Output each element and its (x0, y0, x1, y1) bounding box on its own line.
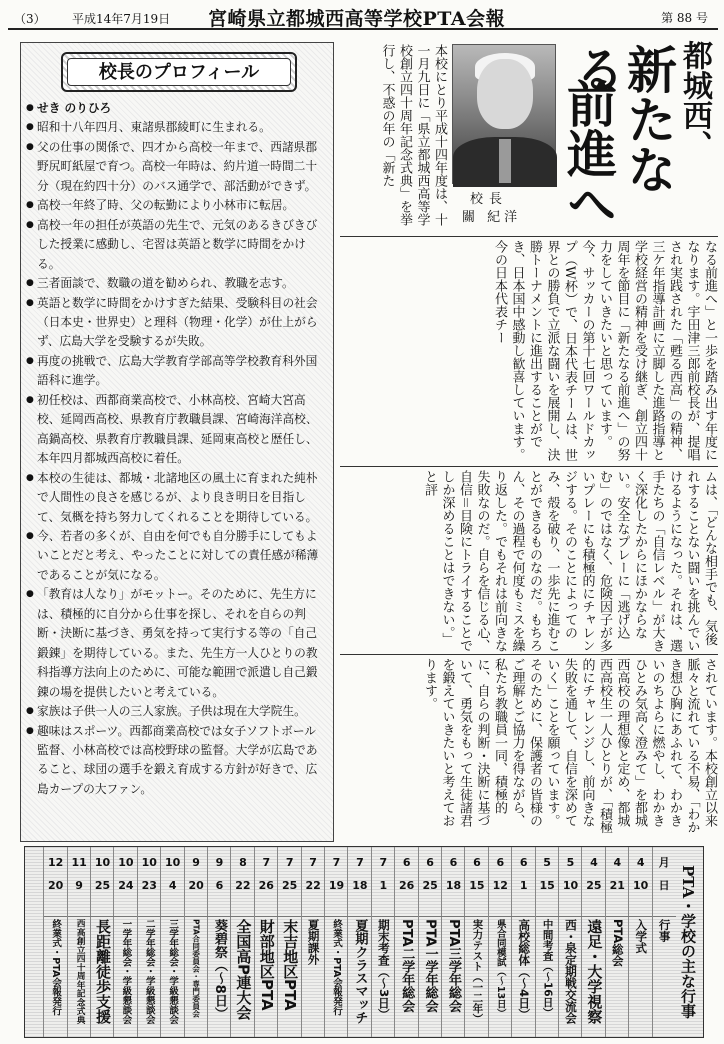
schedule-row (184, 847, 207, 1037)
schedule-month: 6 (473, 856, 481, 869)
profile-title: 校長のプロフィール (67, 58, 291, 86)
profile-item: ● 初任校は、西都商業高校で、小林高校、宮崎大宮高校、延岡西高校、県教育庁教職員課、宮崎海洋高校、高鍋高校、県教育庁教職員課、延岡東高校と歴任し、本年四月都城西高校に着任。 (27, 391, 327, 469)
profile-item: ● 父の仕事の関係で、四才から高校一年まで、西諸県郡野尻町紙屋で育つ。高校一年時は、約片道一時間二十分（現在約四十分）のバス通学で、部活動ができず。 (27, 138, 327, 196)
schedule-row (207, 847, 230, 1037)
page-number: （3） (14, 12, 46, 26)
schedule-event: 実力テスト（一二年） (471, 919, 484, 1024)
photo-caption-role: 校長 (470, 192, 509, 207)
schedule-event: 入学式 (634, 919, 649, 954)
schedule-month: 9 (215, 856, 224, 869)
schedule-day: 23 (141, 879, 157, 892)
schedule-day: 22 (235, 879, 251, 892)
photo-caption-name: 關 紀洋 (462, 210, 522, 225)
profile-list (27, 99, 327, 799)
schedule-row (581, 847, 604, 1037)
schedule-event: 終業式・PTA会報発行 (331, 919, 342, 1016)
schedule-day: 18 (352, 879, 368, 892)
schedule-day: 1 (379, 879, 388, 892)
schedule-month: 5 (543, 856, 551, 869)
schedule-month: 7 (309, 856, 317, 869)
section-divider (340, 236, 718, 237)
principal-photo (452, 44, 556, 184)
schedule-event: PTA二学年総会 (399, 919, 415, 1013)
schedule-row (418, 847, 441, 1037)
page-header (8, 4, 718, 30)
headline-line-3: 前進へ (559, 78, 618, 228)
schedule-event: 高校総体（〜4日） (517, 919, 532, 1021)
profile-item: ● 本校の生徒は、都城・北諸地区の風土に育まれた純朴で人間性の良さを感じるが、より良き明日を目指して、気概を持ち努力してくれることを期待している。 (27, 469, 327, 527)
schedule-title: PTA・学校の主な行事 (679, 865, 697, 1019)
schedule-day: 25 (422, 879, 438, 892)
schedule-day: 9 (75, 879, 83, 892)
schedule-event: 中間考査（〜16日） (541, 919, 554, 1018)
schedule-row (464, 847, 487, 1037)
schedule-event: PTA総会 (610, 919, 625, 967)
schedule-month: 10 (165, 856, 181, 869)
schedule-day: 12 (492, 879, 508, 892)
schedule-day: 15 (539, 879, 555, 892)
schedule-day: 25 (282, 879, 298, 892)
profile-item: ● 高校一年の担任が英語の先生で、元気のあるきびきびした授業に感動し、宅習は英語と数学に時間をかける。 (27, 216, 327, 274)
schedule-day: 20 (188, 879, 204, 892)
schedule-row (488, 847, 511, 1037)
schedule-event: 三学年総会・学級懇談会 (167, 919, 179, 1025)
schedule-month: 7 (285, 856, 294, 869)
schedule-month: 6 (496, 856, 505, 869)
schedule-day: 26 (258, 879, 274, 892)
schedule-day: 25 (94, 879, 111, 892)
section-divider (340, 654, 718, 655)
schedule-month: 6 (426, 856, 434, 869)
schedule-month: 5 (566, 856, 575, 869)
article-body-2: ムは、「どんな相手でも、気後れすることない闘いを挑んでいけるようになった。それは、選手たちの「自信レベル」が大きく深化したからにほかならない。安全なプレーに「逃げ込む」のではなく、危険因子が多いプレーにも積極的にチャレンジする。そのことによってのみ、殻を破り、一歩先に進むことができるものなのだ。もちろん、その過程で何度もミスを繰り返した。でもそれは前向きな失敗なのだ。自らを信じる心、自信＝目険にトライすることでしか深めることはできない。」と評 (422, 470, 717, 653)
profile-title-frame (61, 52, 297, 92)
headline-line-1: 都城西、 (677, 40, 712, 160)
schedule-event: 一学年総会・学級懇談会 (120, 919, 132, 1025)
schedule-month: 4 (590, 856, 598, 869)
schedule-row (230, 847, 253, 1037)
schedule-month: 6 (402, 856, 411, 869)
schedule-row (277, 847, 300, 1037)
schedule-row (558, 847, 581, 1037)
schedule-month: 10 (141, 856, 157, 869)
schedule-row (371, 847, 394, 1037)
schedule-day: 10 (562, 879, 579, 892)
schedule-event: PTA三学年総会 (446, 919, 461, 1013)
schedule-day: 22 (305, 879, 321, 892)
schedule-month: 4 (613, 856, 622, 869)
schedule-row (67, 847, 90, 1037)
section-divider (340, 466, 718, 467)
schedule-event: 期末考査（〜3日） (376, 919, 391, 1021)
schedule-row (301, 847, 324, 1037)
schedule-event: 末吉地区PTA (281, 919, 300, 1011)
schedule-day: 6 (215, 879, 224, 892)
profile-item: ● 「教育は人なり」がモットー。そのために、先生方には、積極的に自分から仕事を探し、それを自らの判断・決断に基づき、勇気を持って実行する等の「自己鍛錬」を期待している。また、先生方一人ひとりの教科指導方法向上のために、可能な範囲で派遣し自己鍛錬の場を提供したいと考えている。 (27, 585, 327, 702)
schedule-header-month: 月 (658, 856, 670, 869)
schedule-event: 遠足・大学視察 (585, 919, 604, 1024)
profile-item: ● 今、若者の多くが、自由を何でも自分勝手にしてもよいことだと考え、やったことに対しての責任感が稀薄であることが気になる。 (27, 527, 327, 585)
schedule-row (113, 847, 136, 1037)
schedule-row (347, 847, 370, 1037)
article-headline (559, 38, 718, 234)
profile-item: ● 高校一年終了時、父の転勤により小林市に転居。 (27, 196, 327, 215)
schedule-row (394, 847, 417, 1037)
schedule-row (43, 847, 66, 1037)
schedule-row (605, 847, 628, 1037)
schedule-day: 18 (445, 879, 462, 892)
headline-line-2: 新たなる (567, 44, 678, 194)
schedule-row (441, 847, 464, 1037)
profile-item: ● 昭和十八年四月、東諸県郡綾町に生まれる。 (27, 118, 327, 137)
schedule-month: 7 (379, 856, 388, 869)
schedule-day: 10 (633, 879, 649, 892)
schedule-row (628, 847, 651, 1037)
schedule-day: 4 (168, 879, 177, 892)
schedule-row (137, 847, 160, 1037)
profile-item: ● 趣味はスポーツ。西都商業高校では女子ソフトボール監督、小林高校では高校野球の監督。大学が広島であること、球団の選手を鍛え育成する方針が好きで、広島カープの大ファン。 (27, 722, 327, 800)
event-schedule-table (24, 846, 704, 1038)
schedule-event: PTA合同委員会・専門委員会 (191, 919, 201, 1018)
schedule-event: 夏期課外 (306, 919, 321, 965)
schedule-row (254, 847, 277, 1037)
schedule-header-column (652, 847, 675, 1037)
schedule-day: 24 (118, 879, 134, 892)
article-intro: 本校にとり平成十四年度は、十一月九日に「県立都城西高等学校創立四十周年記念式典」を挙行し、不惑の年の「新た (379, 44, 447, 226)
issue-date: 平成14年7月19日 (72, 12, 171, 26)
schedule-month: 11 (71, 856, 87, 869)
schedule-month: 7 (332, 856, 341, 869)
profile-item: ● 三者面談で、数職の道を勧められ、教職を志す。 (27, 274, 327, 293)
issue-number: 第 88 号 (661, 11, 708, 25)
schedule-event: PTA一学年総会 (422, 919, 438, 1013)
schedule-month: 9 (192, 856, 200, 869)
schedule-event: 全国高P連大会 (234, 919, 253, 1020)
schedule-event: 財部地区PTA (257, 919, 276, 1011)
schedule-month: 10 (94, 856, 111, 869)
schedule-row (160, 847, 183, 1037)
schedule-day: 26 (399, 879, 415, 892)
schedule-day: 21 (609, 879, 625, 892)
schedule-event: 県合同模試（〜13日） (494, 919, 506, 1019)
schedule-day: 1 (519, 879, 528, 892)
schedule-month: 6 (449, 856, 458, 869)
profile-item: ● 英語と数学に時間をかけすぎた結果、受験科目の社会（日本史・世界史）と理科（物理・化学）が仕上がらず、広島大学を受験するが失敗。 (27, 294, 327, 352)
schedule-event: 終業式・PTA会報発行 (50, 919, 62, 1016)
schedule-day: 25 (586, 879, 602, 892)
schedule-month: 10 (118, 856, 134, 869)
schedule-header-day: 日 (658, 879, 670, 892)
schedule-event: 葵碧祭（〜8日） (212, 919, 227, 1021)
schedule-row (511, 847, 534, 1037)
article-body-1: なる前進へ」と一歩を踏み出す年度になります。宇田津三郎前校長が、提唱され実践された「甦る西高」の精神、三ケ年指導計画に立脚した進路指導と学校経営の精神を受け継ぎ、創立四十周年を節目に「新たなる前進へ」の努力をしていきたいと思っています。今、サッカーの第十七回ワールドカップ（W杯）で、日本代表チームは、世界との勝負で立派な闘いを展開し、決勝トーナメントに進出することができ、日本国中感動し歓喜しています。今の日本代表チー (492, 240, 717, 462)
schedule-month: 4 (636, 856, 645, 869)
profile-name: ● せき のりひろ (27, 99, 327, 118)
principal-profile-box (20, 42, 334, 842)
schedule-day: 20 (48, 879, 64, 892)
schedule-row (535, 847, 558, 1037)
schedule-month: 12 (48, 856, 64, 869)
newsletter-title: 宮崎県立都城西高等学校PTA会報 (208, 8, 506, 30)
schedule-row (324, 847, 347, 1037)
schedule-month: 7 (356, 856, 364, 869)
schedule-event: 西・泉定期戦交流会 (564, 919, 578, 1025)
schedule-header-event: 行事 (657, 919, 672, 942)
schedule-day: 19 (328, 879, 345, 892)
schedule-day: 15 (469, 879, 485, 892)
schedule-row (90, 847, 113, 1037)
schedule-event: 夏期クラスマッチ (352, 919, 368, 1025)
profile-item: ● 再度の挑戦で、広島大学教育学部高等学校教育科外国語科に進学。 (27, 352, 327, 391)
schedule-event: 二学年総会・学級懇談会 (143, 919, 155, 1025)
schedule-month: 8 (239, 856, 247, 869)
article-body-3: されています。本校創立以来脈々と流れている不易、「わかき想ひ胸にあふれて、わかきいのちよらに燃やし、わかきひとみ気高く澄みて」を都城西高校の理想像と定め、都城西高校生一人ひとりが、「積極的にチャレンジし、前向きな失敗を通して、自信を深めていく」ことを願っています。そのために、保護者の皆様のご理解とご協力を得ながら、私たち教職員一同、積極的に、自らの判断・決断に基づいて、勇気をもって生徒諸君を鍛えていきたいと考えております。 (422, 658, 717, 834)
schedule-month: 6 (519, 856, 528, 869)
schedule-event: 長距離徒歩支援 (94, 919, 112, 1024)
schedule-event: 西高創立四十周年記念式典 (74, 919, 85, 1024)
profile-item: ● 家族は子供一人の三人家族。子供は現在大学院生。 (27, 702, 327, 721)
schedule-month: 7 (262, 856, 271, 869)
